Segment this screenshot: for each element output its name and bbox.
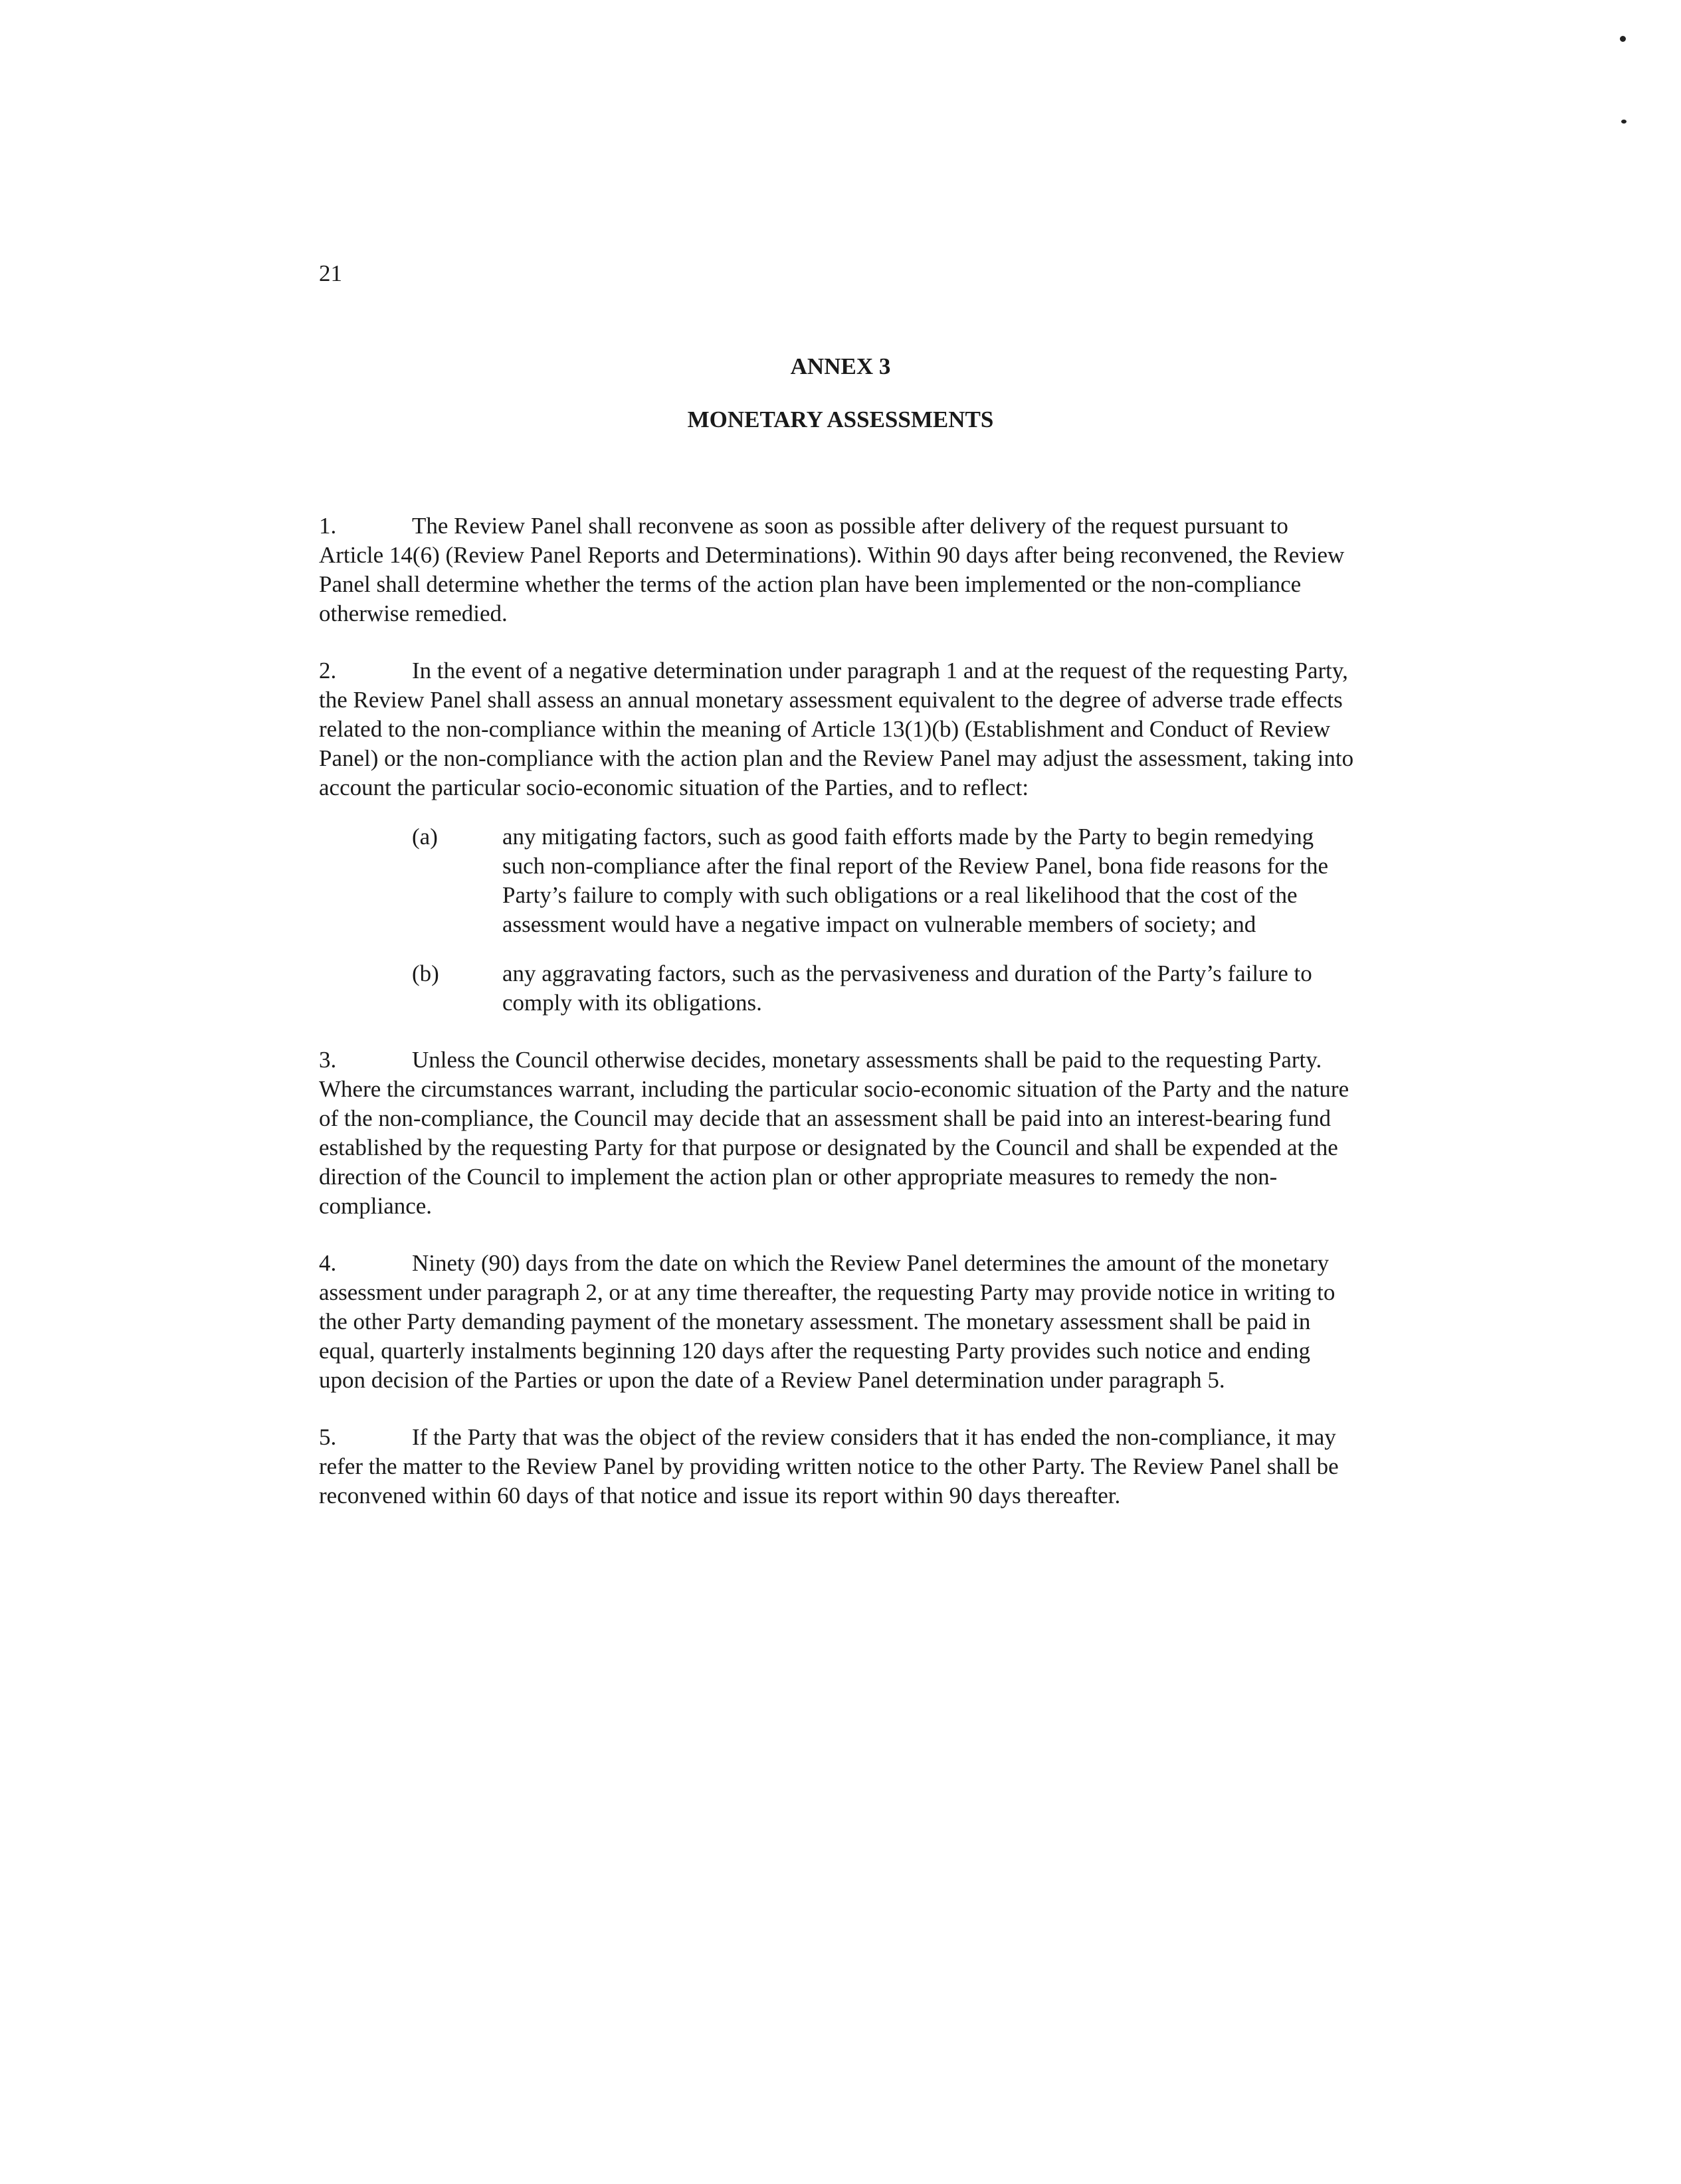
- paragraph-2-subitems: [319, 822, 1355, 1018]
- paragraph-number: 1.: [319, 513, 337, 539]
- subitem-b: [412, 959, 1355, 1018]
- paragraph-text: Ninety (90) days from the date on which the Review Panel determines the amount of the monetary assessment under paragraph 2, or at any time thereafter, the requesting Party may provide notice in writing to the other Party demanding payment of the monetary assessment. The monetary assessment shall be paid in equal, quarterly instalments beginning 120 days after the requesting Party provides such notice and ending upon decision of the Parties or upon the date of a Review Panel determination under paragraph 5.: [319, 1250, 1335, 1393]
- paragraph-text: If the Party that was the object of the review considers that it has ended the non-compliance, it may refer the matter to the Review Panel by providing written notice to the other Party. The Review Panel shall be reconvened within 60 days of that notice and issue its report within 90 days thereafter.: [319, 1424, 1339, 1508]
- paragraph-text: Unless the Council otherwise decides, monetary assessments shall be paid to the requesting Party. Where the circumstances warrant, including the particular socio-economic situation of the Party and the nature of the non-compliance, the Council may decide that an assessment shall be paid into an interest-bearing fund established by the requesting Party for that purpose or designated by the Council and shall be expended at the direction of the Council to implement the action plan or other appropriate measures to remedy the non-compliance.: [319, 1047, 1349, 1219]
- paragraph-number: 3.: [319, 1047, 337, 1073]
- subitem-text: any aggravating factors, such as the pervasiveness and duration of the Party’s failure to comply with its obligations.: [502, 960, 1312, 1016]
- paragraph-3: [319, 1046, 1355, 1221]
- subitem-label: (a): [412, 824, 438, 850]
- paragraph-number: 5.: [319, 1424, 337, 1450]
- page-number: 21: [319, 260, 342, 286]
- subitem-label: (b): [412, 960, 439, 986]
- annex-title: ANNEX 3: [790, 353, 891, 379]
- subitem-text: any mitigating factors, such as good faith efforts made by the Party to begin remedying such non-compliance after the final report of the Review Panel, bona fide reasons for the Party’s failure to comply with such obligations or a real likelihood that the cost of the assessment would have a negative impact on vulnerable members of society; and: [502, 824, 1329, 937]
- subitem-a: [412, 822, 1355, 939]
- paragraph-2: [319, 656, 1355, 802]
- paragraph-text: In the event of a negative determination under paragraph 1 and at the request of the requesting Party, the Review Panel shall assess an annual monetary assessment equivalent to the degree of adverse trade effects related to the non-compliance within the meaning of Article 13(1)(b) (Establishment and Conduct of Review Panel) or the non-compliance with the action plan and the Review Panel may adjust the assessment, taking into account the particular socio-economic situation of the Parties, and to reflect:: [319, 658, 1354, 800]
- scan-speck: [1621, 120, 1627, 124]
- annex-body: [319, 511, 1355, 1538]
- annex-subtitle: MONETARY ASSESSMENTS: [687, 407, 994, 432]
- paragraph-number: 2.: [319, 658, 337, 683]
- paragraph-5: [319, 1423, 1355, 1510]
- scan-speck: [1620, 36, 1626, 42]
- paragraph-text: The Review Panel shall reconvene as soon as possible after delivery of the request pursuant to Article 14(6) (Review Panel Reports and Determinations). Within 90 days after being reconvened, the Review Panel shall determine whether the terms of the action plan have been implemented or the non-compliance otherwise remedied.: [319, 513, 1345, 626]
- paragraph-1: [319, 511, 1355, 628]
- paragraph-4: [319, 1249, 1355, 1395]
- paragraph-number: 4.: [319, 1250, 337, 1276]
